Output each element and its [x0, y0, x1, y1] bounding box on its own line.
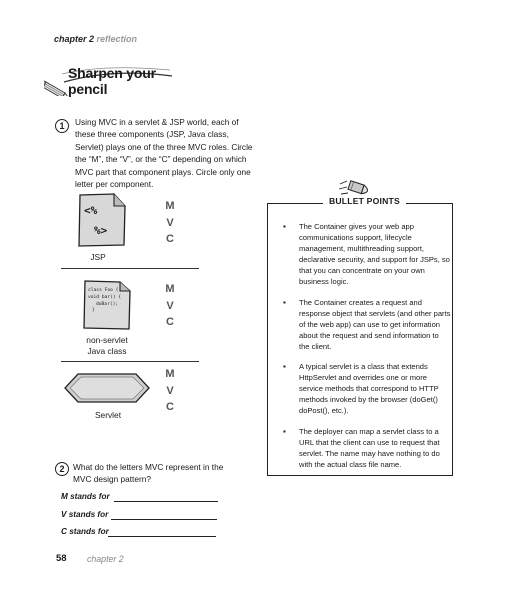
mvc-letter-v[interactable]: V: [166, 299, 174, 312]
bullet-item: ▪ The deployer can map a servlet class to a URL that the client can use to request that servlet. The name may have nothing to do with the actual class file name.: [283, 426, 451, 470]
bullet-item: ▪ The Container gives your web app communications support, lifecycle management, multithreading support, declarative security, and support for JSPs, so that you can concentrate on your own business logic.: [283, 221, 451, 288]
mvc-letter-m[interactable]: M: [165, 283, 175, 295]
c-answer-field[interactable]: [108, 536, 216, 537]
code-line: class Foo {: [88, 288, 119, 293]
page-number: 58: [56, 553, 67, 564]
code-line: doBar();: [96, 301, 119, 307]
java-class-caption-line2: Java class: [87, 346, 127, 356]
bullet-points-list: [283, 221, 451, 479]
java-class-icon: [82, 279, 132, 331]
code-line: }: [92, 308, 95, 314]
mvc-letter-c[interactable]: C: [166, 316, 174, 328]
mvc-letter-c[interactable]: C: [166, 233, 174, 245]
header-section: reflection: [96, 34, 138, 44]
code-line: void bar() {: [88, 294, 122, 300]
servlet-caption: Servlet: [94, 410, 122, 420]
servlet-mvc-choices: [164, 366, 176, 416]
bullet-item: ▪ The Container creates a request and response object that servlets (and other parts of the web app) can use to get information about the request and send information to the client.: [283, 297, 451, 352]
v-answer-field[interactable]: [111, 519, 217, 520]
m-answer-field[interactable]: [114, 501, 218, 502]
mvc-letter-m[interactable]: M: [165, 200, 175, 212]
java-class-caption: [76, 335, 138, 357]
c-stands-for-label: C stands for: [61, 527, 109, 536]
bullet-item: ▪ A typical servlet is a class that extends HttpServlet and overrides one or more service methods that correspond to HTTP methods invoked by the browser (doGet() doPost(), etc.).: [283, 361, 451, 416]
jsp-close-tag: %>: [94, 224, 108, 237]
bullet-points-title: BULLET POINTS: [323, 196, 406, 206]
question-number-1: 1: [55, 119, 69, 133]
header-chapter: chapter 2: [54, 34, 95, 44]
mvc-letter-m[interactable]: M: [165, 368, 175, 380]
divider: [61, 268, 199, 269]
divider: [61, 361, 199, 362]
jsp-mvc-choices: [164, 198, 176, 248]
mvc-letter-v[interactable]: V: [166, 384, 174, 397]
footer-chapter: chapter 2: [87, 554, 124, 564]
mvc-letter-v[interactable]: V: [166, 216, 174, 229]
question-2-text: What do the letters MVC represent in the MVC design pattern?: [73, 462, 224, 485]
jsp-caption: JSP: [90, 252, 106, 262]
jsp-open-tag: <%: [84, 204, 98, 217]
java-class-mvc-choices: [164, 281, 176, 331]
v-stands-for-label: V stands for: [61, 510, 109, 519]
question-1-text: Using MVC in a servlet & JSP world, each of these three components (JSP, Java class, Servlet) plays one of the three MVC roles. Circle the “M”, the “V”, or the “C” depending on which MVC part that component plays. Circle only one letter per component.: [75, 117, 253, 190]
jsp-icon: [74, 192, 128, 248]
sharpen-pencil-title: [44, 62, 184, 96]
m-stands-for-label: M stands for: [61, 492, 110, 501]
question-number-2: 2: [55, 462, 69, 476]
running-header: [54, 34, 137, 44]
mvc-letter-c[interactable]: C: [166, 401, 174, 413]
title-text: Sharpen your pencil: [68, 65, 156, 97]
java-class-caption-line1: non-servlet: [86, 335, 128, 345]
servlet-icon: [62, 371, 152, 405]
